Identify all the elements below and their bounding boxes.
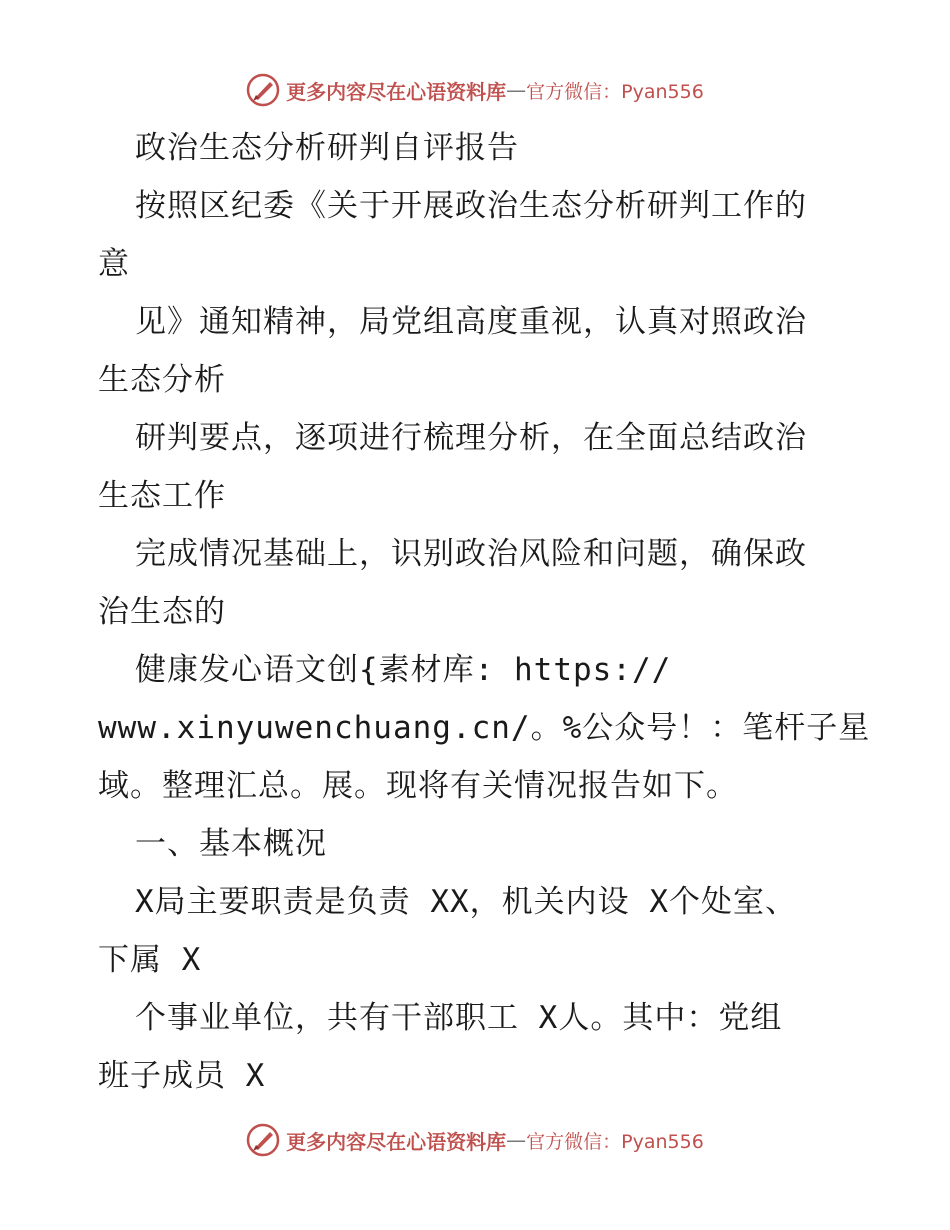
quill-pen-logo-icon (246, 1123, 280, 1157)
footer-wechat-text: 官方微信：Pyan556 (526, 1130, 704, 1153)
footer-banner-text (286, 1126, 704, 1155)
header-banner-text (286, 76, 704, 105)
document-title: 政治生态分析研判自评报告 (135, 130, 519, 166)
quill-pen-logo-icon (246, 73, 280, 107)
paragraph-line: 生态分析 (98, 362, 226, 398)
paragraph-line: X局主要职责是负责 XX，机关内设 X个处室、 (135, 884, 797, 920)
paragraph-line: 见》通知精神，局党组高度重视，认真对照政治 (135, 304, 807, 340)
paragraph-line: 按照区纪委《关于开展政治生态分析研判工作的 (135, 188, 807, 224)
header-main-text: 更多内容尽在心语资料库 (286, 79, 507, 104)
paragraph-line: 健康发心语文创{素材库: https:// (135, 652, 672, 688)
header-wechat-text: 官方微信：Pyan556 (526, 80, 704, 103)
footer-separator: — (506, 1128, 527, 1152)
paragraph-line: 个事业单位，共有干部职工 X人。其中：党组 (135, 1000, 783, 1036)
paragraph-line: 治生态的 (98, 594, 226, 630)
paragraph-line: 意 (98, 246, 130, 282)
paragraph-line: 下属 X (98, 942, 202, 978)
paragraph-line: 班子成员 X (98, 1058, 266, 1094)
header-separator: — (506, 78, 527, 102)
paragraph-line-url: www.xinyuwenchuang.cn/。%公众号！：笔杆子星 (98, 710, 871, 746)
footer-main-text: 更多内容尽在心语资料库 (286, 1129, 507, 1154)
paragraph-line: 完成情况基础上，识别政治风险和问题，确保政 (135, 536, 807, 572)
paragraph-line: 生态工作 (98, 478, 226, 514)
page-header-banner (0, 70, 950, 110)
page-footer-banner (0, 1120, 950, 1160)
paragraph-line: 研判要点，逐项进行梳理分析，在全面总结政治 (135, 420, 807, 456)
section-heading: 一、基本概况 (135, 826, 327, 862)
paragraph-line: 域。整理汇总。展。现将有关情况报告如下。 (98, 768, 738, 804)
